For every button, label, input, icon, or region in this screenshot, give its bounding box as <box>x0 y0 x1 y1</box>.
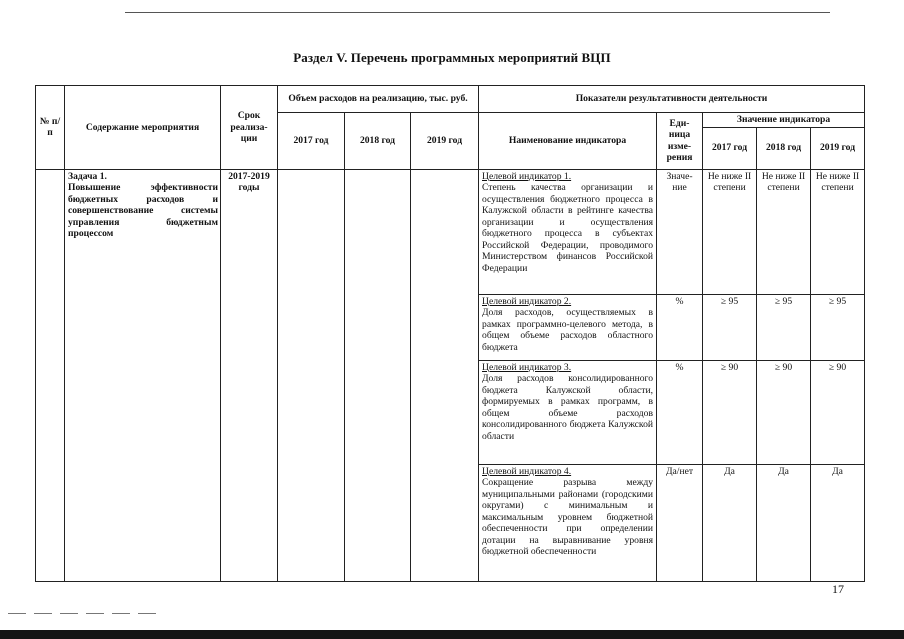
indicator-value-2018: Да <box>757 464 811 581</box>
row-number-cell <box>36 169 65 581</box>
indicator-title: Целевой индикатор 2. <box>482 295 572 307</box>
header-indicator-values: Значение индикатора <box>703 113 865 128</box>
indicator-value-2019: ≥ 90 <box>811 360 865 464</box>
indicator-text: Доля расходов консолидированного бюджета Калужской области, формируемых в рамках программ, в общем объеме расходов консолидированного бюджета Калужской области <box>482 373 654 442</box>
table-row <box>36 169 865 294</box>
indicator-value-2019: Не ниже II степени <box>811 169 865 294</box>
task-title: Задача 1. <box>68 170 107 182</box>
indicator-title: Целевой индикатор 3. <box>482 361 572 373</box>
indicator-value-2018: ≥ 95 <box>757 294 811 360</box>
header-value-2018: 2018 год <box>757 127 811 169</box>
header-content: Содержание мероприятия <box>65 86 221 170</box>
indicator-cell <box>479 360 657 464</box>
task-term: 2017-2019 годы <box>221 169 278 581</box>
header-unit: Еди-ница изме-рения <box>657 113 703 170</box>
indicator-value-2019: Да <box>811 464 865 581</box>
section-title: Раздел V. Перечень программных мероприятий ВЦП <box>293 50 611 65</box>
task-cell <box>65 169 221 581</box>
task-text: Повышение эффективности бюджетных расходов и совершенствование системы управления бюджетным процессом <box>68 182 218 239</box>
page-number: 17 <box>832 582 844 596</box>
indicator-unit: % <box>657 360 703 464</box>
indicator-text: Степень качества организации и осуществления бюджетного процесса в Калужской области в рейтинге качества организации и осуществления бюджетного процесса в субъектах Российской Федерации, проводимого Министерством финансов Российской Федерации <box>482 182 654 274</box>
header-expense-2019: 2019 год <box>411 113 479 170</box>
program-measures-table <box>35 85 865 582</box>
header-row-1 <box>36 86 865 113</box>
top-rule <box>125 12 830 13</box>
indicator-value-2019: ≥ 95 <box>811 294 865 360</box>
header-indicator-name: Наименование индикатора <box>479 113 657 170</box>
indicator-unit: Да/нет <box>657 464 703 581</box>
indicator-text: Сокращение разрыва между муниципальными районами (городскими округами) с минимальным и максимальным уровнем бюджетной обеспеченности при определении дотации на выравнивание уровня бюджетной обеспеченности <box>482 477 654 557</box>
indicator-value-2017: Да <box>703 464 757 581</box>
header-term: Срок реализа-ции <box>221 86 278 170</box>
indicator-value-2017: ≥ 90 <box>703 360 757 464</box>
indicator-unit: Значе-ние <box>657 169 703 294</box>
header-value-2017: 2017 год <box>703 127 757 169</box>
indicator-unit: % <box>657 294 703 360</box>
header-expense-2017: 2017 год <box>278 113 345 170</box>
indicator-title: Целевой индикатор 1. <box>482 170 572 182</box>
indicator-value-2017: ≥ 95 <box>703 294 757 360</box>
scan-edge-bar <box>0 630 904 639</box>
expense-2017-cell <box>278 169 345 581</box>
indicator-cell <box>479 464 657 581</box>
indicator-value-2018: ≥ 90 <box>757 360 811 464</box>
header-expenses: Объем расходов на реализацию, тыс. руб. <box>278 86 479 113</box>
header-expense-2018: 2018 год <box>345 113 411 170</box>
indicator-value-2018: Не ниже II степени <box>757 169 811 294</box>
indicator-title: Целевой индикатор 4. <box>482 465 572 477</box>
indicator-cell <box>479 294 657 360</box>
expense-2019-cell <box>411 169 479 581</box>
indicator-value-2017: Не ниже II степени <box>703 169 757 294</box>
footer-rule <box>8 613 163 614</box>
header-value-2019: 2019 год <box>811 127 865 169</box>
expense-2018-cell <box>345 169 411 581</box>
header-number: № п/п <box>36 86 65 170</box>
indicator-text: Доля расходов, осуществляемых в рамках программно-целевого метода, в общем объеме расходов областного бюджета <box>482 307 654 353</box>
indicator-cell <box>479 169 657 294</box>
header-indicators: Показатели результативности деятельности <box>479 86 865 113</box>
